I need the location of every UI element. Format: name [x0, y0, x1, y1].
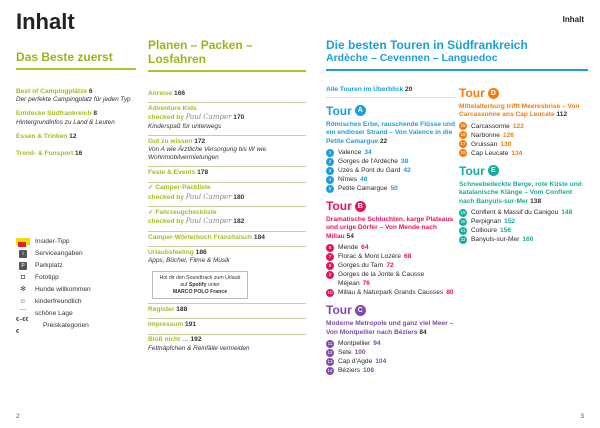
stop-number-badge: 20	[460, 218, 466, 224]
tour-heading	[326, 303, 456, 317]
stop-number-badge: 15	[460, 123, 466, 129]
tour-label: Tour	[326, 103, 352, 118]
tour-stop[interactable]: 18 Cap Leucate 134	[460, 149, 523, 157]
divider	[148, 166, 306, 167]
tour-heading	[459, 86, 589, 100]
tour-label: Tour	[326, 303, 352, 318]
legend-row: €–€€€ Preiskategorien	[16, 317, 89, 335]
tour-stop[interactable]: 19 Conflent & Massif du Canigou 148	[460, 209, 573, 217]
tour-stop[interactable]: 5 Petite Camargue 50	[326, 184, 456, 193]
tour-stop[interactable]: 17 Gruissan 130	[460, 140, 512, 148]
info-icon: i	[19, 250, 27, 258]
child-icon: ☺	[19, 298, 27, 305]
view-icon: ⌒	[19, 310, 27, 317]
stop-number-badge: 8	[326, 262, 334, 270]
tour-stop[interactable]: 8 Gorges du Tarn 72	[326, 261, 456, 270]
tour-heading	[326, 104, 456, 118]
dog-icon: ✻	[20, 286, 26, 293]
divider	[326, 97, 456, 98]
tour-stops	[326, 148, 456, 193]
planen-item-kids[interactable]: Adventure Kids checked by Paul Camper 170	[148, 104, 245, 122]
tour-stop[interactable]: 4 Nîmes 46	[326, 175, 456, 184]
planen-item-sub: Kinderspaß für unterwegs	[148, 122, 222, 130]
stop-number-badge: 14	[327, 367, 333, 373]
parking-icon: P	[19, 262, 27, 270]
planen-item-sub: Apps, Bücher, Filme & Musik	[148, 257, 230, 265]
tour-stops	[459, 122, 589, 158]
checkmark-icon: ✓	[148, 184, 154, 192]
best-item-suedfrankreich[interactable]: Entdecke Südfrankreich 8	[16, 110, 98, 118]
best-item-sport[interactable]: Trend- & Funsport 16	[16, 150, 83, 158]
tour-title[interactable]: Dramatische Schluchten, karge Plateaus und urige Dörfer – Von Mende nach Millau 54	[326, 216, 454, 240]
planen-item-packliste[interactable]: ✓ Camper-Packliste checked by Paul Camper 180	[148, 184, 245, 201]
tour-block-e	[459, 164, 589, 244]
tour-stop[interactable]: 2 Gorges de l'Ardèche 38	[326, 157, 456, 166]
tour-title[interactable]: Römisches Erbe, rauschende Flüsse und ein endloser Strand – Von Valence in die Petite Camargue 22	[326, 120, 455, 145]
stop-number-badge: 12	[327, 349, 333, 355]
tours-col-right	[459, 80, 589, 244]
tour-stop[interactable]: 6 Mende 64	[326, 243, 456, 252]
spotify-box: Hol dir den Soundtrack zum Urlaub auf Spotify unter MARCO POLO France	[152, 271, 248, 299]
divider	[148, 334, 306, 335]
stop-number-badge: 18	[460, 150, 466, 156]
planen-item-gut[interactable]: Gut zu wissen 172	[148, 137, 206, 145]
planen-item-impressum[interactable]: Impressum 191	[148, 321, 197, 329]
planen-item-sub: Von A wie Ärztliche Versorgung bis W wie Wohnmobilvermietungen	[148, 146, 267, 162]
stop-number-badge: 10	[327, 289, 333, 295]
tour-stop[interactable]: 3 Uzès & Pont du Gard 42	[326, 166, 456, 175]
stop-number-badge: 5	[326, 185, 334, 193]
tour-heading	[326, 199, 456, 213]
best-title: Das Beste zuerst	[16, 50, 113, 64]
tour-stop[interactable]: 12 Sète 100	[327, 349, 366, 357]
tour-letter-badge: A	[355, 105, 366, 116]
stop-number-badge: 9	[326, 271, 334, 279]
best-section	[16, 50, 136, 159]
tour-block-a	[326, 104, 456, 193]
legend-row: ⌒ schöne Lage	[16, 308, 136, 320]
divider	[148, 206, 306, 207]
spotify-logo: Spotify	[188, 282, 207, 289]
stop-number-badge: 16	[460, 132, 466, 138]
tour-title[interactable]: Schneebedeckte Berge, rote Küste und katalanische Klänge – Vom Conflent nach Banyuls-sur-Mer 138	[459, 180, 582, 205]
paul-camper-logo: Paul Camper	[185, 113, 232, 122]
stop-number-badge: 17	[460, 141, 466, 147]
page-number-left: 2	[16, 413, 20, 420]
tour-stop[interactable]: 15 Carcassonne 122	[460, 122, 524, 130]
divider	[148, 135, 306, 136]
stop-number-badge: 21	[460, 227, 466, 233]
tour-letter-badge: C	[355, 305, 366, 316]
stop-number-badge: 19	[460, 209, 466, 215]
tours-col-left	[326, 80, 456, 375]
tour-stop[interactable]: 20 Perpignan 152	[460, 218, 516, 226]
divider	[148, 182, 306, 183]
planen-item-sub: Fettnäpfchen & Reinfälle vermeiden	[148, 344, 250, 352]
stop-number-badge: 11	[327, 340, 333, 346]
symbol-legend	[16, 236, 136, 335]
tour-title[interactable]: Mittelalterburg trifft Meeresbrise – Von Carcassonne ans Cap Leucate 112	[459, 103, 580, 119]
insider-tip-icon	[16, 238, 30, 247]
price-icon: €–€€€	[16, 317, 29, 335]
legend-row: ✻ Hunde willkommen	[16, 284, 136, 296]
planen-section	[148, 38, 306, 353]
stop-number-badge: 6	[326, 244, 334, 252]
best-item-sub: Hintergrundinfos zu Land & Leuten	[16, 118, 115, 126]
legend-row: P Parkplatz	[16, 260, 136, 272]
tour-stop[interactable]: 13 Cap d'Agde 104	[327, 358, 387, 366]
paul-camper-logo: Paul Camper	[185, 192, 232, 201]
running-head: Inhalt	[562, 15, 584, 24]
tour-stop[interactable]: 10 Millau & Naturpark Grands Causses 80	[327, 289, 454, 297]
planen-item-urlaubsfeeling[interactable]: Urlaubsfeeling 186	[148, 248, 207, 256]
tour-stop[interactable]: 14 Béziers 108	[327, 367, 375, 375]
divider	[148, 303, 306, 304]
tour-label: Tour	[459, 86, 485, 100]
best-item-essen[interactable]: Essen & Trinken 12	[16, 132, 77, 140]
tour-letter-badge: D	[488, 88, 499, 99]
stop-number-badge: 13	[327, 358, 333, 364]
checkmark-icon: ✓	[148, 209, 154, 217]
tour-heading	[459, 164, 589, 178]
tours-title: Die besten Touren in Südfrankreich	[326, 38, 528, 52]
tours-header	[326, 38, 588, 71]
planen-item-woerterbuch[interactable]: Camper-Wörterbuch Französisch 184	[148, 233, 265, 241]
tour-stops	[326, 339, 456, 375]
legend-row: ◘ Fototipp	[16, 272, 136, 284]
best-item-campingplaetze[interactable]: Best of Campingplätze 6	[16, 87, 93, 95]
tour-stop[interactable]: 9 Gorges de la Jonte & Causse Méjean 76	[326, 270, 456, 288]
tour-letter-badge: E	[488, 165, 499, 176]
tour-stop[interactable]: 22 Banyuls-sur-Mer 160	[460, 236, 534, 244]
tour-block-d	[459, 86, 589, 158]
stop-number-badge: 3	[326, 167, 334, 175]
stop-number-badge: 4	[326, 176, 334, 184]
planen-item-anreise[interactable]: Anreise 166	[148, 89, 186, 97]
tour-letter-badge: B	[355, 201, 366, 212]
planen-item-bloss-nicht[interactable]: Bloß nicht … 192	[148, 336, 202, 344]
page-title: Inhalt	[16, 9, 75, 34]
tour-title[interactable]: Moderne Metropole und ganz viel Meer – Von Montpellier nach Béziers 84	[326, 320, 454, 336]
divider	[148, 102, 306, 103]
tours-overview[interactable]: Alle Touren im Überblick 20	[326, 86, 413, 93]
tour-block-c	[326, 303, 456, 375]
divider	[148, 318, 306, 319]
tour-stop[interactable]: 11 Montpellier 94	[327, 340, 381, 348]
page-number-right: 3	[580, 413, 584, 420]
tour-label: Tour	[326, 199, 352, 214]
stop-number-badge: 22	[460, 236, 466, 242]
tour-stop[interactable]: 21 Collioure 156	[460, 227, 512, 235]
stop-number-badge: 7	[326, 253, 334, 261]
tours-subtitle: Ardèche – Cevennen – Languedoc	[326, 52, 498, 64]
stop-number-badge: 1	[326, 149, 334, 157]
planen-item-feste[interactable]: Feste & Events 178	[148, 169, 209, 177]
camera-icon: ◘	[20, 274, 26, 281]
tour-stop[interactable]: 16 Narbonne 126	[460, 131, 514, 139]
planen-item-fahrzeug[interactable]: ✓ Fahrzeugcheckliste checked by Paul Camper 182	[148, 209, 245, 226]
tour-stops	[459, 208, 589, 244]
legend-row: ☺ kinderfreundlich	[16, 296, 136, 308]
legend-row: Insider-Tipp	[16, 236, 136, 248]
tours-rule	[326, 69, 588, 71]
planen-item-register[interactable]: Register 188	[148, 306, 188, 314]
tour-block-b	[326, 199, 456, 297]
planen-title: Planen – Packen – Losfahren	[148, 38, 253, 66]
tour-label: Tour	[459, 163, 485, 178]
paul-camper-logo: Paul Camper	[185, 217, 232, 226]
legend-row: i Serviceangaben	[16, 248, 136, 260]
divider	[148, 246, 306, 247]
tour-stops	[326, 243, 456, 297]
tour-stop[interactable]: 7 Florac & Mont Lozère 68	[326, 252, 456, 261]
best-item-sub: Der perfekte Campingplatz für jeden Typ	[16, 96, 131, 103]
tour-stop[interactable]: 1 Valence 34	[326, 148, 456, 157]
divider	[148, 231, 306, 232]
stop-number-badge: 2	[326, 158, 334, 166]
